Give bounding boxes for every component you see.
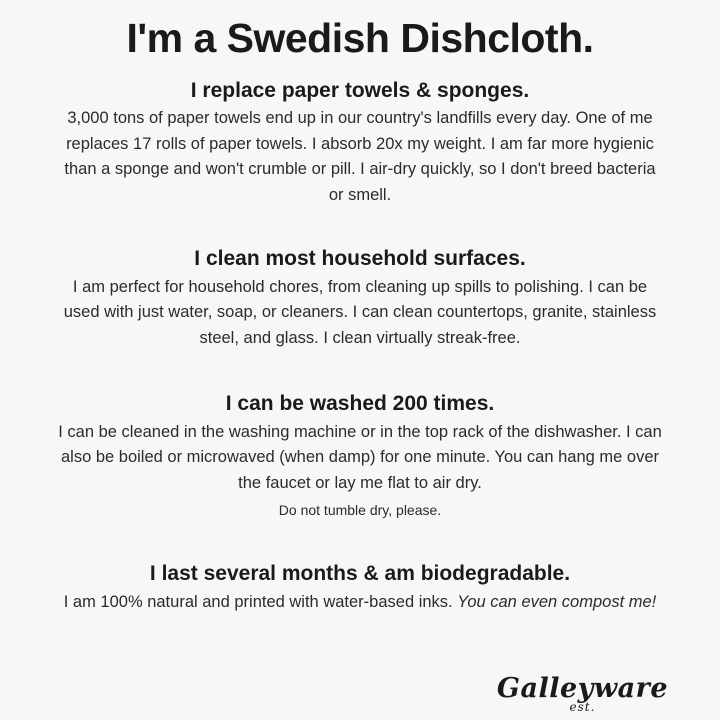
section-replace-paper-towels <box>55 78 665 209</box>
brand-logo <box>497 675 668 714</box>
section-body: I am perfect for household chores, from cleaning up spills to polishing. I can be used with just water, soap, or cleaners. I can clean countertops, granite, stainless steel, and glass. I clean virtually streak-free. <box>63 277 657 347</box>
section-body: 3,000 tons of paper towels end up in our country's landfills every day. One of me replaces 17 rolls of paper towels. I absorb 20x my weight. I am far more hygienic than a sponge and won't crumble or pill. I air-dry quickly, so I don't breed bacteria or smell. <box>64 109 656 204</box>
page-title: I'm a Swedish Dishcloth. <box>126 15 594 61</box>
section-body-emphasis: You can even compost me! <box>457 592 657 611</box>
section-body-combined <box>55 590 665 616</box>
section-note: Do not tumble dry, please. <box>278 502 442 519</box>
section-heading: I can be washed 200 times. <box>225 392 495 416</box>
section-heading: I last several months & am biodegradable. <box>149 562 571 586</box>
brand-name: Galleyware <box>496 673 668 704</box>
section-heading: I clean most household surfaces. <box>194 247 526 271</box>
section-biodegradable <box>55 561 665 615</box>
section-clean-surfaces <box>55 246 665 351</box>
section-heading: I replace paper towels & sponges. <box>190 78 530 102</box>
brand-subtext: est. <box>569 700 596 714</box>
section-body-text: I am 100% natural and printed with water-based inks. <box>63 592 458 611</box>
section-body: I can be cleaned in the washing machine or in the top rack of the dishwasher. I can also be boiled or microwaved (when damp) for one minute. You can hang me over the faucet or lay me flat to air dry. <box>58 422 662 492</box>
section-washed-200-times <box>55 391 665 521</box>
